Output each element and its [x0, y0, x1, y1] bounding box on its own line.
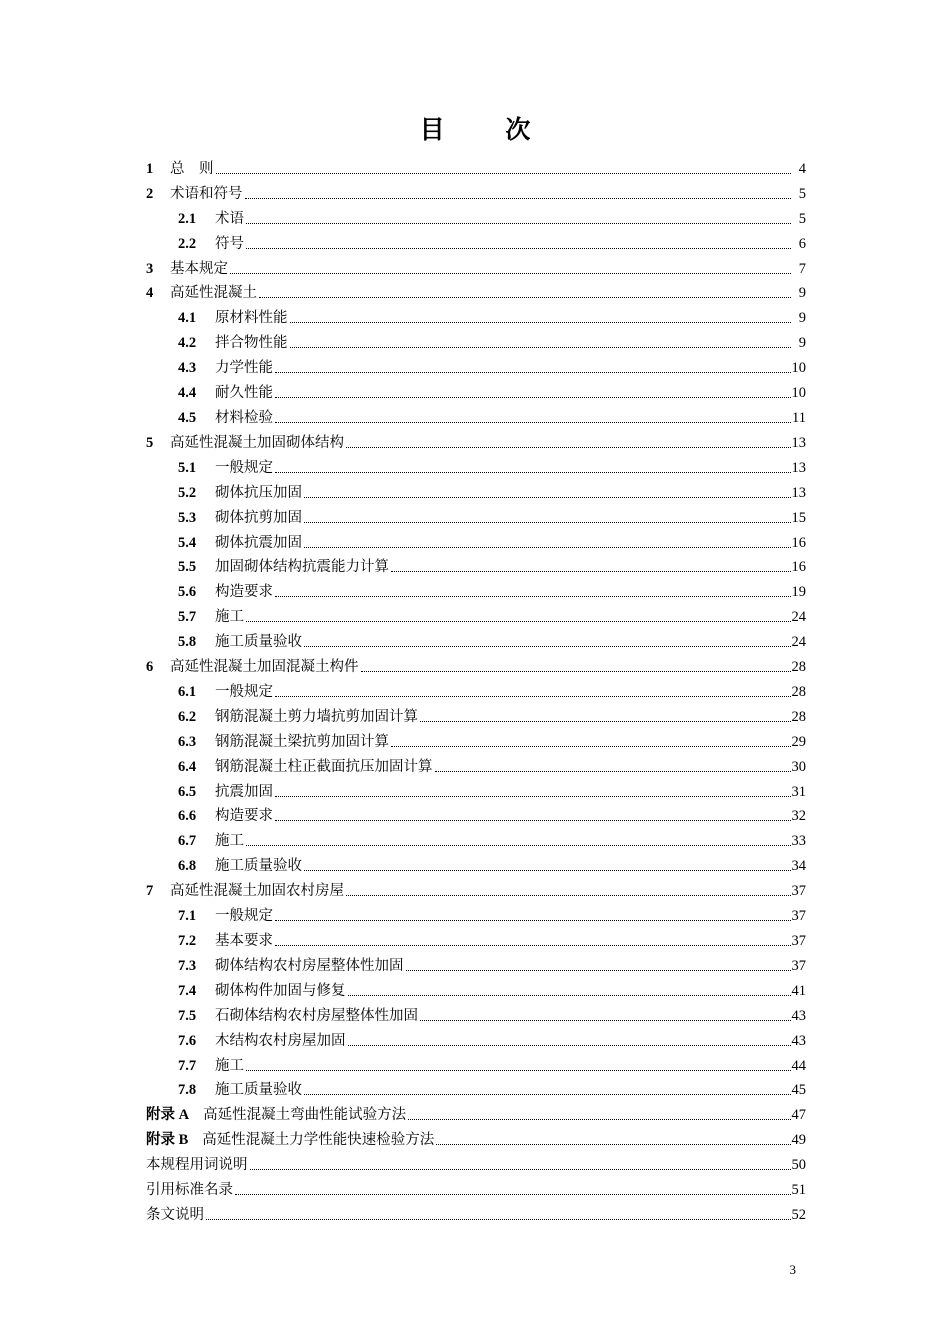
toc-entry-number: 2 — [146, 185, 154, 202]
toc-entry-page: 28 — [791, 708, 806, 725]
toc-entry-number: 附录 B — [146, 1132, 189, 1149]
toc-entry-number: 6.3 — [178, 733, 197, 750]
toc-entry-title: 砌体抗剪加固 — [215, 509, 302, 526]
toc-entry[interactable] — [146, 651, 806, 676]
toc-entry-number: 1 — [146, 160, 154, 177]
dot-leader — [361, 671, 791, 672]
dot-leader — [275, 820, 791, 821]
toc-entry-number: 7.4 — [178, 982, 197, 999]
toc-entry-page: 13 — [791, 459, 806, 476]
toc-entry-page: 29 — [791, 733, 806, 750]
toc-entry[interactable] — [146, 626, 806, 651]
toc-entry-title: 施工质量验收 — [215, 1082, 302, 1099]
toc-entry-page: 15 — [791, 509, 806, 526]
toc-entry-title: 钢筋混凝土梁抗剪加固计算 — [215, 733, 389, 750]
toc-entry-page: 41 — [791, 982, 806, 999]
toc-entry-page: 10 — [791, 385, 806, 402]
toc-entry-page: 32 — [791, 808, 806, 825]
toc-entry-title: 高延性混凝土弯曲性能试验方法 — [203, 1107, 407, 1124]
dot-leader — [348, 1045, 791, 1046]
dot-leader — [275, 696, 791, 697]
toc-entry-number: 5.1 — [178, 459, 197, 476]
toc-entry-number: 6.6 — [178, 808, 197, 825]
toc-entry-page: 16 — [791, 559, 806, 576]
toc-entry-page: 33 — [791, 833, 806, 850]
toc-entry-number: 5.3 — [178, 509, 197, 526]
toc-entry-title: 高延性混凝土 — [170, 285, 257, 302]
toc-entry-title: 高延性混凝土加固混凝土构件 — [170, 659, 359, 676]
toc-entry-number: 7.1 — [178, 908, 197, 925]
toc-entry[interactable] — [146, 576, 806, 601]
toc-entry[interactable] — [146, 1124, 806, 1149]
toc-entry[interactable] — [146, 701, 806, 726]
toc-entry-number: 5 — [146, 434, 154, 451]
toc-entry[interactable] — [146, 1075, 806, 1100]
toc-entry-title: 力学性能 — [215, 360, 273, 377]
toc-entry-number: 7.6 — [178, 1032, 197, 1049]
toc-entry-title: 一般规定 — [215, 459, 273, 476]
toc-entry-page: 5 — [798, 185, 806, 202]
toc-entry[interactable] — [146, 875, 806, 900]
toc-entry-number: 4.3 — [178, 360, 197, 377]
toc-entry-number: 6.1 — [178, 683, 197, 700]
dot-leader — [436, 1144, 790, 1145]
toc-entry-number: 4 — [146, 285, 154, 302]
toc-entry[interactable] — [146, 352, 806, 377]
toc-entry-number: 5.8 — [178, 634, 197, 651]
toc-entry-title: 构造要求 — [215, 808, 273, 825]
toc-entry-number: 附录 A — [146, 1107, 190, 1124]
dot-leader — [275, 945, 791, 946]
dot-leader — [275, 920, 791, 921]
toc-entry[interactable] — [146, 1174, 806, 1199]
toc-entry[interactable] — [146, 950, 806, 975]
toc-entry-title: 符号 — [215, 235, 244, 252]
toc-entry-number: 7.3 — [178, 957, 197, 974]
dot-leader — [346, 447, 791, 448]
toc-entry-page: 50 — [791, 1157, 806, 1174]
toc-entry-number: 4.1 — [178, 310, 197, 327]
toc-entry[interactable] — [146, 1050, 806, 1075]
toc-entry[interactable] — [146, 975, 806, 1000]
toc-entry-number: 6.4 — [178, 758, 197, 775]
toc-entry-number: 5.7 — [178, 609, 197, 626]
toc-entry-title: 施工 — [215, 833, 244, 850]
toc-entry-number: 6 — [146, 659, 154, 676]
toc-entry-title: 施工 — [215, 1057, 244, 1074]
toc-entry-page: 7 — [798, 260, 806, 277]
dot-leader — [259, 297, 791, 298]
toc-entry-number: 5.2 — [178, 484, 197, 501]
toc-entry-page: 37 — [791, 933, 806, 949]
toc-entry-page: 10 — [791, 360, 806, 377]
toc-entry-title: 总 则 — [170, 160, 214, 177]
toc-entry-page: 16 — [791, 534, 806, 551]
toc-entry-page: 37 — [791, 883, 806, 900]
dot-leader — [216, 173, 792, 174]
toc-entry-number: 7.5 — [178, 1007, 197, 1024]
toc-entry-page: 28 — [791, 659, 806, 676]
toc-entry-page: 5 — [798, 210, 806, 227]
dot-leader — [406, 970, 791, 971]
dot-leader — [275, 472, 791, 473]
toc-entry-title: 加固砌体结构抗震能力计算 — [215, 559, 389, 576]
toc-entry-title: 材料检验 — [215, 409, 273, 426]
toc-entry-title: 砌体抗震加固 — [215, 534, 302, 551]
toc-entry-page: 44 — [791, 1057, 806, 1074]
toc-entry-page: 34 — [791, 858, 806, 875]
dot-leader — [304, 522, 791, 523]
toc-entry-title: 基本规定 — [170, 260, 228, 277]
toc-entry-title: 石砌体结构农村房屋整体性加固 — [215, 1007, 418, 1024]
toc-entry-title: 高延性混凝土加固砌体结构 — [170, 434, 344, 451]
dot-leader — [246, 248, 791, 249]
toc-entry[interactable] — [146, 801, 806, 826]
toc-entry[interactable] — [146, 1099, 806, 1124]
dot-leader — [290, 347, 792, 348]
toc-entry-page: 45 — [791, 1082, 806, 1099]
toc-entry-page: 28 — [791, 683, 806, 700]
toc-entry-number: 6.7 — [178, 833, 197, 850]
toc-entry-number: 2.2 — [178, 235, 197, 252]
toc-entry-number: 7.8 — [178, 1082, 197, 1099]
dot-leader — [408, 1119, 790, 1120]
toc-entry-title: 施工 — [215, 609, 244, 626]
toc-entry-page: 52 — [791, 1206, 806, 1223]
toc-entry-number: 5.4 — [178, 534, 197, 551]
toc-entry-page: 19 — [791, 584, 806, 601]
toc-entry[interactable] — [146, 502, 806, 527]
dot-leader — [346, 895, 791, 896]
toc-entry[interactable] — [146, 178, 806, 203]
dot-leader — [304, 870, 791, 871]
page-title: 目 次 — [419, 115, 557, 144]
toc-entry-number: 2.1 — [178, 210, 197, 227]
toc-entry-page: 47 — [791, 1107, 806, 1124]
toc-entry-title: 施工质量验收 — [215, 858, 302, 875]
toc-entry[interactable] — [146, 253, 806, 278]
dot-leader — [235, 1194, 791, 1195]
toc-entry-page: 9 — [798, 335, 806, 352]
dot-leader — [420, 721, 791, 722]
toc-entry-number: 5.5 — [178, 559, 197, 576]
toc-entry[interactable] — [146, 751, 806, 776]
toc-entry[interactable] — [146, 377, 806, 402]
dot-leader — [275, 796, 791, 797]
toc-entry[interactable] — [146, 203, 806, 228]
toc-entry-page: 51 — [791, 1182, 806, 1199]
dot-leader — [304, 1094, 791, 1095]
toc-entry-title: 一般规定 — [215, 908, 273, 925]
toc-entry-number: 7.7 — [178, 1057, 197, 1074]
toc-entry[interactable] — [146, 1025, 806, 1050]
dot-leader — [246, 621, 791, 622]
toc-entry[interactable] — [146, 1199, 806, 1224]
toc-entry-title: 钢筋混凝土剪力墙抗剪加固计算 — [215, 708, 418, 725]
toc-entry[interactable] — [146, 477, 806, 502]
toc-entry[interactable] — [146, 601, 806, 626]
toc-entry[interactable] — [146, 452, 806, 477]
toc-entry-title: 木结构农村房屋加固 — [215, 1032, 346, 1049]
dot-leader — [420, 1020, 791, 1021]
toc-entry-page: 9 — [798, 310, 806, 327]
toc-entry-number: 7.2 — [178, 933, 197, 949]
toc-entry-title: 高延性混凝土加固农村房屋 — [170, 883, 344, 900]
page-number: 3 — [789, 1262, 796, 1277]
dot-leader — [391, 746, 791, 747]
toc-entry-number: 4.5 — [178, 409, 197, 426]
toc-entry[interactable] — [146, 327, 806, 352]
toc-entry-page: 13 — [791, 434, 806, 451]
toc-entry-title: 原材料性能 — [215, 310, 288, 327]
toc-entry-title: 拌合物性能 — [215, 335, 288, 352]
toc-entry-page: 9 — [798, 285, 806, 302]
table-of-contents — [146, 153, 806, 1224]
toc-entry-title: 砌体构件加固与修复 — [215, 982, 346, 999]
toc-entry-page: 37 — [791, 957, 806, 974]
toc-entry[interactable] — [146, 850, 806, 875]
dot-leader — [246, 1070, 791, 1071]
toc-entry[interactable] — [146, 1149, 806, 1174]
toc-entry-page: 4 — [798, 160, 806, 177]
dot-leader — [290, 322, 792, 323]
toc-entry[interactable] — [146, 925, 806, 950]
toc-entry-title: 本规程用词说明 — [146, 1157, 248, 1174]
toc-entry[interactable] — [146, 153, 806, 178]
toc-entry-page: 43 — [791, 1007, 806, 1024]
toc-entry[interactable] — [146, 825, 806, 850]
toc-entry[interactable] — [146, 676, 806, 701]
toc-entry[interactable] — [146, 900, 806, 925]
dot-leader — [246, 845, 791, 846]
dot-leader — [246, 223, 791, 224]
toc-entry[interactable] — [146, 776, 806, 801]
dot-leader — [275, 596, 791, 597]
toc-entry-number: 7 — [146, 883, 154, 900]
toc-entry-title: 高延性混凝土力学性能快速检验方法 — [202, 1132, 435, 1149]
toc-entry[interactable] — [146, 302, 806, 327]
dot-leader — [435, 771, 791, 772]
dot-leader — [348, 995, 791, 996]
toc-entry-title: 基本要求 — [215, 933, 273, 949]
toc-entry[interactable] — [146, 402, 806, 427]
toc-entry[interactable] — [146, 1000, 806, 1025]
toc-entry-title: 术语和符号 — [170, 185, 243, 202]
toc-entry-number: 6.5 — [178, 783, 197, 800]
toc-entry-title: 砌体抗压加固 — [215, 484, 302, 501]
dot-leader — [245, 198, 792, 199]
toc-entry-title: 施工质量验收 — [215, 634, 302, 651]
toc-entry-page: 13 — [791, 484, 806, 501]
toc-entry-page: 37 — [791, 908, 806, 925]
toc-entry-page: 43 — [791, 1032, 806, 1049]
dot-leader — [304, 547, 791, 548]
toc-entry-title: 术语 — [215, 210, 244, 227]
toc-entry-number: 6.2 — [178, 708, 197, 725]
toc-entry[interactable] — [146, 527, 806, 552]
dot-leader — [230, 273, 791, 274]
toc-entry-title: 一般规定 — [215, 683, 273, 700]
dot-leader — [304, 646, 791, 647]
dot-leader — [304, 497, 791, 498]
toc-entry-page: 24 — [791, 609, 806, 626]
dot-leader — [275, 372, 791, 373]
toc-entry[interactable] — [146, 427, 806, 452]
toc-entry[interactable] — [146, 278, 806, 303]
toc-entry-title: 条文说明 — [146, 1206, 204, 1223]
dot-leader — [391, 571, 791, 572]
dot-leader — [275, 397, 791, 398]
toc-entry[interactable] — [146, 726, 806, 751]
toc-entry-number: 3 — [146, 260, 154, 277]
toc-entry-title: 钢筋混凝土柱正截面抗压加固计算 — [215, 758, 433, 775]
toc-entry[interactable] — [146, 552, 806, 577]
toc-entry-page: 49 — [791, 1132, 806, 1149]
toc-entry-number: 5.6 — [178, 584, 197, 601]
toc-entry-page: 11 — [792, 409, 806, 426]
toc-entry-page: 30 — [791, 758, 806, 775]
toc-entry-number: 4.4 — [178, 385, 197, 402]
dot-leader — [275, 422, 791, 423]
toc-entry-title: 构造要求 — [215, 584, 273, 601]
toc-entry-page: 31 — [791, 783, 806, 800]
toc-entry[interactable] — [146, 228, 806, 253]
toc-entry-number: 6.8 — [178, 858, 197, 875]
toc-entry-title: 抗震加固 — [215, 783, 273, 800]
toc-entry-number: 4.2 — [178, 335, 197, 352]
dot-leader — [250, 1169, 791, 1170]
toc-entry-page: 24 — [791, 634, 806, 651]
toc-entry-title: 耐久性能 — [215, 385, 273, 402]
toc-entry-title: 引用标准名录 — [146, 1182, 233, 1199]
toc-entry-title: 砌体结构农村房屋整体性加固 — [215, 957, 404, 974]
dot-leader — [206, 1219, 791, 1220]
toc-entry-page: 6 — [798, 235, 806, 252]
